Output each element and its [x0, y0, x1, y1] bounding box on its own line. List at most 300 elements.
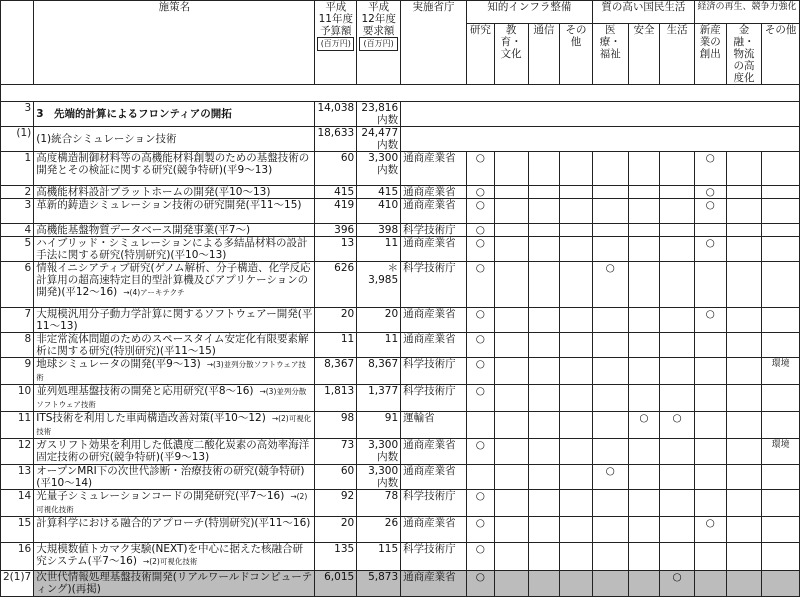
category-cell	[660, 199, 695, 224]
category-cell	[628, 517, 660, 543]
category-cell	[762, 385, 800, 412]
budget-h12-amount: 3,300	[368, 439, 399, 451]
budget-h12-amount: 3,300	[368, 465, 399, 477]
category-mark: ○	[466, 571, 494, 597]
measure-name	[34, 152, 315, 186]
row-number: 5	[1, 237, 34, 262]
budget-h12-amount: 11	[384, 237, 399, 249]
category-cell	[726, 262, 762, 308]
category-mark: ○	[466, 543, 494, 571]
category-cell	[494, 333, 528, 358]
row-number: 3	[1, 199, 34, 224]
row-number: 12	[1, 439, 34, 465]
budget-h12-value	[357, 517, 401, 543]
table-row	[1, 517, 800, 543]
measure-name-text: 計算科学における融合的アプローチ(特別研究)(平11～16)	[36, 517, 311, 529]
category-cell	[528, 412, 560, 439]
measure-name-text: ガスリフト効果を利用した低濃度二酸化炭素の高効率海洋固定技術の研究(競争特研)(平9～13)	[36, 439, 310, 463]
measure-name-text: 次世代情報処理基盤技術開発(リアルワールドコンピューティング)(再掲)	[36, 571, 313, 595]
cross-reference-note: →(4)アーキテクチ	[123, 288, 185, 297]
budget-h11-value: 18,633	[315, 127, 357, 152]
header-group-economy: 経済の再生、競争力強化	[694, 1, 799, 24]
budget-h12-amount: 415	[378, 186, 399, 198]
table-row	[1, 102, 800, 127]
category-cell	[726, 224, 762, 237]
category-mark: ○	[466, 358, 494, 385]
category-cell	[560, 262, 593, 308]
category-cell	[660, 358, 695, 385]
row-number: 10	[1, 385, 34, 412]
budget-h11-value: 11	[315, 333, 357, 358]
table-row	[1, 308, 800, 333]
row-number: 7	[1, 308, 34, 333]
ministry-name: 通商産業省	[401, 199, 467, 224]
budget-h11-value: 415	[315, 186, 357, 199]
budget-h12-value	[357, 439, 401, 465]
budget-h12-amount: 26	[384, 517, 399, 529]
category-cell	[592, 199, 628, 224]
measure-name-text: 大規模汎用分子動力学計算に関するソフトウェアー開発(平11～13)	[36, 308, 313, 332]
table-row	[1, 127, 800, 152]
category-cell	[592, 333, 628, 358]
category-cell	[560, 571, 593, 597]
category-cell	[726, 385, 762, 412]
measure-name-text: 革新的鋳造シミュレーション技術の研究開発(平11～15)	[36, 199, 302, 211]
measure-name	[34, 237, 315, 262]
category-cell	[494, 262, 528, 308]
category-cell	[660, 186, 695, 199]
measure-name	[34, 186, 315, 199]
measure-name-text: 並列処理基盤技術の開発と応用研究(平8～16)	[36, 385, 254, 397]
table-row	[1, 152, 800, 186]
category-cell	[494, 465, 528, 490]
category-cell	[528, 237, 560, 262]
category-cell	[762, 490, 800, 517]
category-cell	[628, 571, 660, 597]
measure-name-text: 高機能材料設計プラットホームの開発(平10～13)	[36, 186, 271, 198]
empty-cell	[401, 102, 800, 127]
category-cell	[762, 333, 800, 358]
category-cell	[528, 262, 560, 308]
category-cell	[694, 358, 726, 385]
row-number: 16	[1, 543, 34, 571]
measure-name-text: 大規模数値トカマク実験(NEXT)を中心に据えた核融合研究システム(平7～16)	[36, 543, 304, 567]
table-row	[1, 237, 800, 262]
cross-reference-note: →(3)並列分散ソフトウェア技術	[36, 387, 307, 409]
category-cell	[628, 465, 660, 490]
measure-name-text: 光量子シミュレーションコードの開発研究(平7～16)	[36, 490, 285, 502]
category-mark: ○	[466, 224, 494, 237]
category-cell	[592, 152, 628, 186]
budget-h12-amount: 91	[384, 412, 399, 424]
category-mark: ○	[694, 186, 726, 199]
measure-name	[34, 439, 315, 465]
budget-h12-value	[357, 465, 401, 490]
category-cell	[560, 543, 593, 571]
budget-h12-value	[357, 262, 401, 308]
category-cell	[592, 224, 628, 237]
budget-h11-value: 14,038	[315, 102, 357, 127]
category-cell	[762, 571, 800, 597]
category-cell	[592, 412, 628, 439]
category-cell	[726, 308, 762, 333]
category-cell	[592, 237, 628, 262]
measure-name-text: 高度構造制御材料等の高機能材料創製のための基盤技術の開発とその検証に関する研究(競争特研)(平9～13)	[36, 152, 310, 176]
budget-h12-amount: 398	[378, 224, 399, 236]
budget-h12-amount: 8,367	[368, 358, 399, 370]
ministry-name: 通商産業省	[401, 152, 467, 186]
category-cell	[726, 199, 762, 224]
header-measure-name: 施策名	[34, 1, 315, 85]
category-cell	[726, 571, 762, 597]
category-cell	[528, 385, 560, 412]
category-cell	[628, 224, 660, 237]
measure-name-text: 非定常流体問題のためのスペースタイム安定化有限要素解析に関する研究(特別研究)(平11～15)	[36, 333, 309, 357]
subcol-other-economy: その他	[762, 24, 800, 85]
table-row	[1, 490, 800, 517]
row-number: 9	[1, 358, 34, 385]
category-cell	[494, 186, 528, 199]
category-note: 環境	[762, 439, 800, 465]
category-cell	[560, 333, 593, 358]
category-cell	[726, 186, 762, 199]
category-cell	[726, 490, 762, 517]
category-mark: ○	[694, 517, 726, 543]
subcol-research: 研究	[466, 24, 494, 85]
category-cell	[560, 439, 593, 465]
category-cell	[726, 358, 762, 385]
row-number: 2(1)7	[1, 571, 34, 597]
category-cell	[528, 465, 560, 490]
category-cell	[494, 517, 528, 543]
table-row	[1, 465, 800, 490]
cross-reference-note: →(2)可視化技術	[36, 414, 312, 436]
category-cell	[494, 439, 528, 465]
subcol-communication: 通信	[528, 24, 560, 85]
budget-h12-note: 内数	[377, 164, 399, 176]
subcol-safety: 安全	[628, 24, 660, 85]
category-cell	[660, 262, 695, 308]
category-cell	[528, 199, 560, 224]
category-cell	[628, 152, 660, 186]
header-group-infrastructure: 知的インフラ整備	[466, 1, 592, 24]
budget-h12-value	[357, 358, 401, 385]
subcol-finance-logistics: 金融・物流の高度化	[726, 24, 762, 85]
measure-name	[34, 385, 315, 412]
table-row	[1, 385, 800, 412]
category-cell	[528, 517, 560, 543]
category-cell	[694, 465, 726, 490]
budget-h11-value: 60	[315, 465, 357, 490]
category-mark: ○	[466, 385, 494, 412]
category-cell	[560, 412, 593, 439]
budget-h12-amount: 78	[384, 490, 399, 502]
measure-name	[34, 199, 315, 224]
category-cell	[694, 543, 726, 571]
budget-h12-amount: 115	[378, 543, 399, 555]
ministry-name: 通商産業省	[401, 571, 467, 597]
row-number: 8	[1, 333, 34, 358]
ministry-name: 科学技術庁	[401, 543, 467, 571]
measure-name-text: ハイブリッド・シミュレーションによる多結晶材料の設計手法に関する研究(特別研究)(平10～13)	[36, 237, 308, 261]
budget-h12-value	[357, 199, 401, 224]
budget-h12-value	[357, 308, 401, 333]
budget-h12-value	[357, 152, 401, 186]
category-cell	[762, 308, 800, 333]
measure-name-text: ITS技術を利用した車両構造改善対策(平10～12)	[36, 412, 266, 424]
row-number: 3	[1, 102, 34, 127]
row-number: 4	[1, 224, 34, 237]
category-cell	[560, 465, 593, 490]
category-cell	[628, 385, 660, 412]
category-mark: ○	[592, 262, 628, 308]
budget-h12-amount: 20	[384, 308, 399, 320]
measure-name	[34, 358, 315, 385]
budget-h11-value: 20	[315, 308, 357, 333]
category-cell	[726, 237, 762, 262]
budget-h11-value: 8,367	[315, 358, 357, 385]
budget-h12-value	[357, 102, 401, 127]
budget-h11-value: 92	[315, 490, 357, 517]
category-cell	[762, 543, 800, 571]
category-cell	[694, 571, 726, 597]
category-cell	[560, 308, 593, 333]
category-cell	[660, 308, 695, 333]
category-mark: ○	[628, 412, 660, 439]
measure-name-text: 3 先端的計算によるフロンティアの開拓	[36, 108, 232, 120]
category-cell	[528, 186, 560, 199]
budget-h12-amount: 23,816	[361, 102, 399, 114]
row-number: 2	[1, 186, 34, 199]
header-ministry: 実施省庁	[401, 1, 467, 85]
category-mark: ○	[466, 186, 494, 199]
category-cell	[726, 333, 762, 358]
category-cell	[494, 571, 528, 597]
category-cell	[660, 333, 695, 358]
budget-h12-value	[357, 571, 401, 597]
subcol-education-culture: 教育・文化	[494, 24, 528, 85]
category-cell	[560, 237, 593, 262]
budget-h12-note: 内数	[377, 114, 399, 126]
row-number: 15	[1, 517, 34, 543]
category-cell	[560, 385, 593, 412]
category-cell	[628, 490, 660, 517]
category-cell	[694, 333, 726, 358]
category-cell	[726, 465, 762, 490]
empty-cell	[401, 127, 800, 152]
category-cell	[592, 517, 628, 543]
table-row	[1, 439, 800, 465]
category-mark: ○	[694, 308, 726, 333]
budget-h12-value	[357, 224, 401, 237]
category-cell	[694, 385, 726, 412]
table-row	[1, 333, 800, 358]
measure-name	[34, 224, 315, 237]
category-cell	[762, 152, 800, 186]
row-number: 14	[1, 490, 34, 517]
category-cell	[726, 517, 762, 543]
category-cell	[660, 543, 695, 571]
budget-h12-value	[357, 333, 401, 358]
ministry-name: 通商産業省	[401, 465, 467, 490]
category-cell	[592, 543, 628, 571]
category-cell	[592, 490, 628, 517]
ministry-name: 通商産業省	[401, 237, 467, 262]
budget-h12-value	[357, 127, 401, 152]
category-cell	[466, 465, 494, 490]
category-cell	[494, 490, 528, 517]
budget-h12-note: 内数	[377, 477, 399, 489]
category-cell	[628, 333, 660, 358]
category-cell	[660, 439, 695, 465]
category-mark: ○	[466, 517, 494, 543]
subcol-new-industry: 新産業の創出	[694, 24, 726, 85]
ministry-name: 通商産業省	[401, 439, 467, 465]
budget-h12-amount: 5,873	[368, 571, 399, 583]
cross-reference-note: →(2)可視化技術	[142, 557, 198, 566]
category-cell	[528, 333, 560, 358]
budget-h11-value: 60	[315, 152, 357, 186]
subcol-living: 生活	[660, 24, 695, 85]
category-cell	[660, 465, 695, 490]
budget-h11-value: 13	[315, 237, 357, 262]
ministry-name: 科学技術庁	[401, 385, 467, 412]
budget-h12-value	[357, 385, 401, 412]
category-cell	[762, 465, 800, 490]
category-cell	[694, 439, 726, 465]
category-mark: ○	[466, 262, 494, 308]
table-row	[1, 412, 800, 439]
measure-name	[34, 262, 315, 308]
subcol-medical-welfare: 医療・福祉	[592, 24, 628, 85]
category-mark: ○	[466, 308, 494, 333]
measure-name	[34, 308, 315, 333]
budget-h12-amount: ＊3,985	[368, 262, 399, 286]
budget-h12-note: 内数	[377, 451, 399, 463]
category-cell	[694, 412, 726, 439]
table-row	[1, 186, 800, 199]
category-cell	[560, 199, 593, 224]
row-number: 6	[1, 262, 34, 308]
budget-h11-value: 626	[315, 262, 357, 308]
budget-h12-amount: 1,377	[368, 385, 399, 397]
category-cell	[694, 490, 726, 517]
category-cell	[494, 199, 528, 224]
header-budget-h12: 平成 12年度 要求額 (百万円)	[357, 1, 401, 85]
budget-h11-value: 135	[315, 543, 357, 571]
category-cell	[528, 224, 560, 237]
header-budget-h11: 平成 11年度 予算額 (百万円)	[315, 1, 357, 85]
row-number: 11	[1, 412, 34, 439]
measure-name	[34, 127, 315, 152]
measure-name	[34, 571, 315, 597]
category-cell	[762, 412, 800, 439]
category-mark: ○	[660, 571, 695, 597]
ministry-name: 通商産業省	[401, 517, 467, 543]
category-cell	[660, 385, 695, 412]
ministry-name: 通商産業省	[401, 186, 467, 199]
ministry-name: 科学技術庁	[401, 262, 467, 308]
ministry-name: 運輸省	[401, 412, 467, 439]
measure-name	[34, 490, 315, 517]
budget-h12-value	[357, 237, 401, 262]
category-cell	[726, 152, 762, 186]
category-cell	[628, 308, 660, 333]
measure-name-text: 高機能基盤物質データベース開発事業(平7～)	[36, 224, 251, 236]
category-mark: ○	[466, 439, 494, 465]
category-cell	[494, 224, 528, 237]
category-cell	[592, 571, 628, 597]
budget-h12-value	[357, 186, 401, 199]
category-cell	[726, 543, 762, 571]
category-cell	[726, 412, 762, 439]
category-cell	[560, 517, 593, 543]
budget-h11-value: 73	[315, 439, 357, 465]
measure-name-text: 地球シミュレータの開発(平9～13)	[36, 358, 201, 370]
category-cell	[660, 224, 695, 237]
row-number: 1	[1, 152, 34, 186]
category-cell	[762, 199, 800, 224]
category-cell	[528, 308, 560, 333]
measure-name	[34, 517, 315, 543]
category-cell	[528, 543, 560, 571]
category-cell	[660, 517, 695, 543]
category-mark: ○	[694, 237, 726, 262]
category-cell	[494, 543, 528, 571]
category-cell	[560, 490, 593, 517]
category-cell	[762, 224, 800, 237]
measure-name-text: 情報イニシアティブ研究(ゲノム解析、分子構造、化学反応計算用の超高速特定目的型計算機及びアプリケーションの開発)(平12～16)	[36, 262, 311, 298]
category-cell	[628, 199, 660, 224]
measure-name	[34, 412, 315, 439]
budget-h12-note: 内数	[377, 139, 399, 151]
category-cell	[628, 237, 660, 262]
category-cell	[494, 412, 528, 439]
ministry-name: 通商産業省	[401, 308, 467, 333]
category-cell	[762, 186, 800, 199]
budget-h12-amount: 3,300	[368, 152, 399, 164]
category-cell	[466, 412, 494, 439]
budget-h12-amount: 11	[384, 333, 399, 345]
measure-name	[34, 102, 315, 127]
category-mark: ○	[466, 490, 494, 517]
category-mark: ○	[660, 412, 695, 439]
header-group-quality-life: 質の高い国民生活	[592, 1, 694, 24]
budget-h12-value	[357, 412, 401, 439]
category-cell	[762, 517, 800, 543]
category-cell	[628, 439, 660, 465]
budget-h11-value: 98	[315, 412, 357, 439]
category-cell	[560, 358, 593, 385]
measure-name	[34, 465, 315, 490]
category-cell	[494, 385, 528, 412]
category-note: 環境	[762, 358, 800, 385]
category-mark: ○	[466, 152, 494, 186]
category-cell	[628, 262, 660, 308]
table-row	[1, 224, 800, 237]
category-cell	[560, 186, 593, 199]
category-cell	[660, 490, 695, 517]
category-cell	[628, 358, 660, 385]
measure-name	[34, 543, 315, 571]
category-cell	[592, 308, 628, 333]
budget-h12-value	[357, 543, 401, 571]
budget-h12-amount: 410	[378, 199, 399, 211]
category-cell	[592, 358, 628, 385]
category-cell	[528, 152, 560, 186]
ministry-name: 通商産業省	[401, 333, 467, 358]
category-mark: ○	[466, 237, 494, 262]
